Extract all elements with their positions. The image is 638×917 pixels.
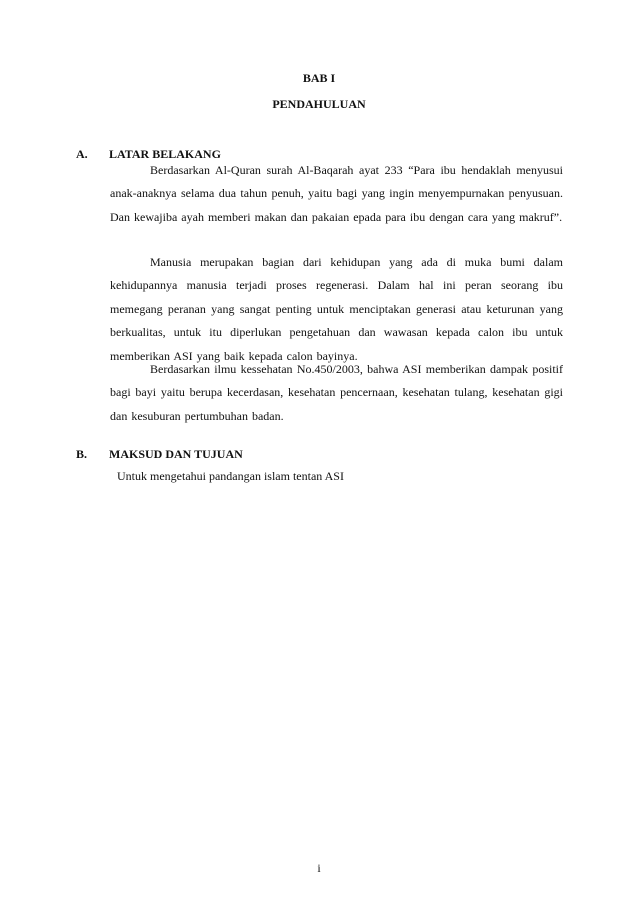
paragraph: Berdasarkan ilmu kessehatan No.450/2003, bahwa ASI memberikan dampak positif bagi bayi yaitu berupa kecerdasan, kesehatan pencernaan, kesehatan tulang, kesehatan gigi dan kesuburan pertumbuhan badan. [110,362,563,423]
chapter-label: BAB I [302,71,336,85]
paragraph: Manusia merupakan bagian dari kehidupan yang ada di muka bumi dalam kehidupannya manusia terjadi proses regenerasi. Dalam hal ini peran seorang ibu memegang peranan yang sangat penting untuk menciptakan generasi atau keturunan yang berkualitas, untuk itu diperlukan pengetahuan dan wawasan kepada calon ibu untuk memberikan ASI yang baik kepada calon bayinya. [110,255,563,363]
chapter-title: PENDAHULUAN [272,97,366,111]
section-text: Untuk mengetahui pandangan islam tentan ASI [117,469,344,483]
section-title: LATAR BELAKANG [109,147,221,161]
section-title: MAKSUD DAN TUJUAN [109,447,243,461]
section-letter: A. [76,147,88,161]
paragraph: Berdasarkan Al-Quran surah Al-Baqarah ayat 233 “Para ibu hendaklah menyusui anak-anaknya selama dua tahun penuh, yaitu bagi yang ingin menyempurnakan penyusuan. Dan kewajiba ayah memberi makan dan pakaian epada para ibu dengan cara yang makruf”. [110,163,563,224]
section-heading-maksud-dan-tujuan [76,447,243,462]
section-letter: B. [76,447,88,461]
page-number: i [317,861,321,875]
